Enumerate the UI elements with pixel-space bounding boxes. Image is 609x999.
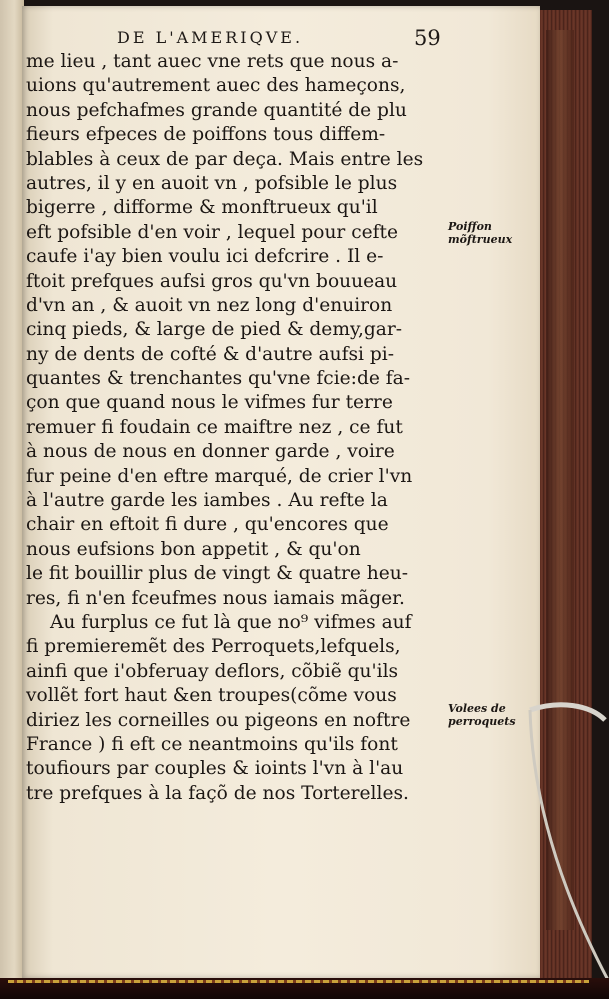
marginal-note-line: perroquets — [448, 715, 516, 728]
text-line: çon que quand nous le vifmes fur terre — [26, 392, 393, 414]
text-line: eft pofsible d'en voir , lequel pour cefte — [26, 221, 399, 243]
text-line: France ) fi eft ce neantmoins qu'ils font — [26, 733, 398, 755]
book-spine-edge — [0, 0, 24, 999]
text-line: res, fi n'en fceufmes nous iamais mãger. — [26, 587, 405, 609]
page-number: 59 — [414, 26, 441, 50]
text-line: quantes & trenchantes qu'vne fcie:de fa- — [26, 368, 411, 390]
marginal-note-fish — [448, 220, 538, 246]
book-page — [22, 6, 540, 978]
text-line: diriez les corneilles ou pigeons en noftre — [26, 709, 411, 731]
text-line: chair en eftoit fi dure , qu'encores que — [26, 514, 389, 536]
text-line: le fit bouillir plus de vingt & quatre heu- — [26, 563, 409, 585]
text-line: Au furplus ce fut là que no⁹ vifmes auf — [50, 611, 412, 633]
text-line: vollẽt fort haut &en troupes(cõme vous — [26, 685, 397, 707]
marginal-note-line: mõftrueux — [448, 233, 513, 246]
text-line: ftoit prefques aufsi gros qu'vn bouueau — [26, 270, 398, 292]
marginal-note-line: Poiffon — [448, 220, 492, 233]
text-line: nous pefchafmes grande quantité de plu — [26, 99, 407, 121]
book-fore-edge — [546, 30, 574, 930]
text-line: me lieu , tant auec vne rets que nous a- — [26, 51, 399, 72]
text-line: nous eufsions bon appetit , & qu'on — [26, 538, 361, 560]
text-line: fi premieremẽt des Perroquets,lefquels, — [26, 636, 401, 658]
text-line: toufiours par couples & ioints l'vn à l'au — [26, 758, 404, 780]
marginal-note-parrots — [448, 702, 538, 728]
marginal-note-line: Volees de — [448, 702, 506, 715]
text-line: cinq pieds, & large de pied & demy,gar- — [26, 319, 403, 341]
text-line: remuer fi foudain ce maiftre nez , ce fut — [26, 416, 403, 438]
text-line: fur peine d'en eftre marqué, de crier l'vn — [26, 465, 413, 487]
text-line: fieurs efpeces de poiffons tous diffem- — [26, 124, 386, 146]
text-line: à nous de nous en donner garde , voire — [26, 441, 395, 463]
text-line: ny de dents de cofté & d'autre aufsi pi- — [26, 343, 394, 365]
text-line: tre prefques à la façõ de nos Torterelles. — [26, 782, 409, 804]
book-bottom-edge — [0, 978, 609, 999]
body-text — [26, 50, 456, 806]
text-line: blables à ceux de par deça. Mais entre les — [26, 148, 424, 170]
text-line: bigerre , difforme & monftrueux qu'il — [26, 197, 378, 219]
text-line: à l'autre garde les iambes . Au refte la — [26, 490, 388, 512]
text-line: autres, il y en auoit vn , pofsible le plus — [26, 172, 398, 194]
text-line: ainfi que i'obferuay deflors, cõbiẽ qu'ils — [26, 660, 399, 682]
running-head: DE L'AMERIQVE. — [117, 28, 304, 47]
text-line: caufe i'ay bien voulu ici defcrire . Il e- — [26, 246, 384, 268]
text-line: uions qu'autrement auec des hameçons, — [26, 75, 406, 97]
text-line: d'vn an , & auoit vn nez long d'enuiron — [26, 294, 393, 316]
